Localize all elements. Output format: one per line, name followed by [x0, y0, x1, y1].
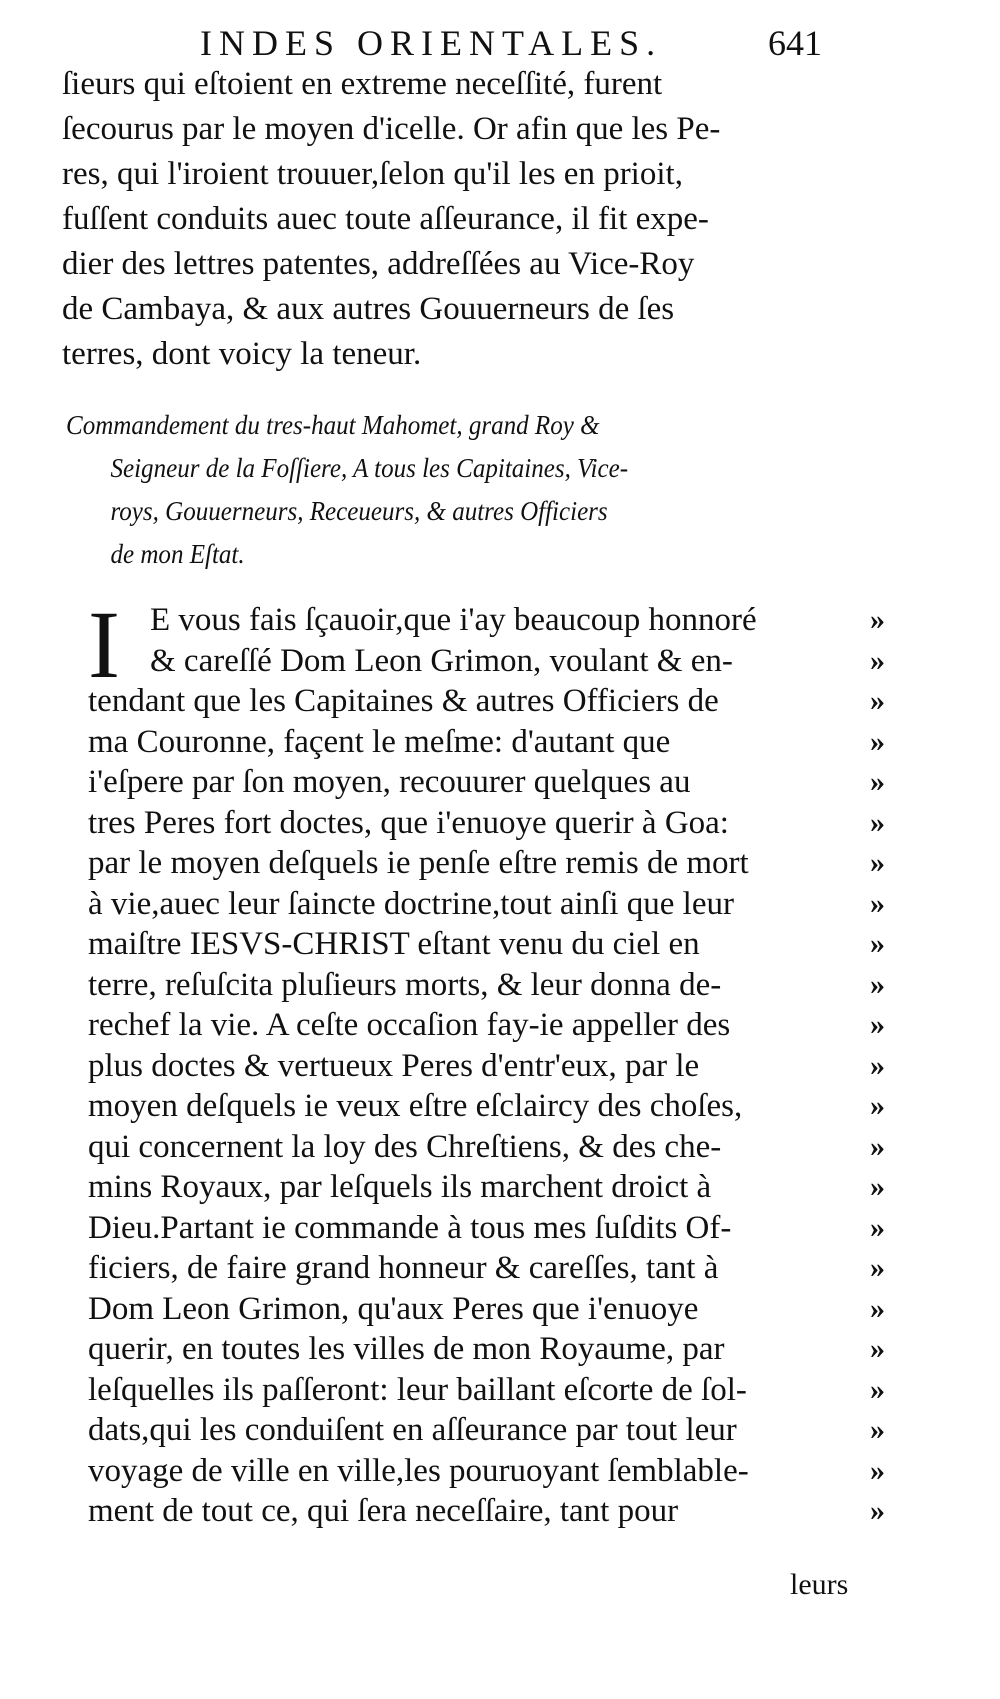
letter-line — [88, 1370, 968, 1411]
letter-line — [88, 1005, 968, 1046]
letter-line-text: E vous fais ſçauoir,que i'ay beaucoup honnoré — [150, 602, 757, 638]
letter-line-text: ment de tout ce, qui ſera neceſſaire, tant pour — [88, 1493, 679, 1529]
letter-line-text: par le moyen deſquels ie penſe eſtre remis de mort — [88, 845, 749, 881]
quotation-mark: » — [870, 724, 885, 758]
heading-line: roys, Gouuerneurs, Receueurs, & autres Officiers — [110, 496, 608, 526]
text-line: de Cambaya, & aux autres Gouuerneurs de ſes — [62, 291, 675, 327]
decree-text — [88, 591, 968, 1532]
quotation-mark: » — [870, 765, 885, 798]
letter-line — [88, 1410, 968, 1451]
letter-line — [88, 1127, 968, 1168]
letter-line-text: rechef la vie. A ceſte occaſion fay-ie appeller des — [88, 1007, 731, 1043]
letter-line — [88, 1086, 968, 1127]
letter-line — [88, 1491, 968, 1532]
quotation-mark: » — [870, 603, 885, 636]
letter-line-text: mins Royaux, par leſquels ils marchent droict à — [88, 1169, 712, 1205]
letter-line-text: ficiers, de faire grand honneur & careſſes, tant à — [88, 1250, 719, 1286]
letter-line — [88, 924, 968, 965]
letter-line — [88, 681, 968, 722]
letter-line-text: querir, en toutes les villes de mon Royaume, par — [88, 1331, 725, 1367]
letter-line-text: tres Peres fort doctes, que i'enuoye querir à Goa: — [88, 804, 729, 841]
quotation-mark: » — [870, 1129, 885, 1163]
letter-line — [88, 722, 968, 763]
catchword: leurs — [790, 1568, 849, 1601]
letter-line — [88, 965, 968, 1006]
quotation-mark: » — [870, 846, 885, 879]
quotation-mark: » — [870, 1372, 885, 1406]
letter-line-text: ma Couronne, façent le meſme: d'autant que — [88, 723, 671, 760]
letter-line — [88, 1167, 968, 1208]
running-title: INDES ORIENTALES. — [200, 23, 663, 63]
text-line: fuſſent conduits auec toute aſſeurance, il fit expe- — [62, 201, 709, 237]
quotation-mark: » — [870, 1008, 885, 1041]
letter-line — [88, 1329, 968, 1370]
quotation-mark: » — [870, 886, 885, 920]
letter-line-text: & careſſé Dom Leon Grimon, voulant & en- — [150, 642, 733, 679]
letter-line — [88, 884, 968, 925]
letter-line-text: tendant que les Capitaines & autres Officiers de — [88, 683, 719, 719]
text-line: dier des lettres patentes, addreſſées au Vice-Roy — [62, 246, 695, 282]
heading-line: Commandement du tres-haut Mahomet, grand Roy & — [66, 410, 600, 440]
heading-line: de mon Eſtat. — [110, 539, 245, 569]
letter-line-text: Dieu.Partant ie commande à tous mes ſuſdits Of- — [88, 1209, 732, 1246]
text-line: ſieurs qui eſtoient en extreme neceſſité, furent — [62, 66, 663, 102]
quotation-mark: » — [870, 927, 885, 960]
letter-line — [88, 803, 968, 844]
letter-line — [88, 600, 968, 641]
letter-line — [88, 1208, 968, 1249]
quotation-mark: » — [870, 1494, 885, 1527]
letter-line-text: i'eſpere par ſon moyen, recouurer quelques au — [88, 764, 691, 800]
letter-line — [88, 1046, 968, 1087]
letter-line-text: moyen deſquels ie veux eſtre eſclaircy des choſes, — [88, 1088, 743, 1124]
page-number: 641 — [768, 23, 822, 63]
letter-line — [88, 762, 968, 803]
quotation-mark: » — [870, 643, 885, 677]
quotation-mark: » — [870, 1291, 885, 1325]
letter-line-text: à vie,auec leur ſaincte doctrine,tout ainſi que leur — [88, 885, 734, 922]
quotation-mark: » — [870, 967, 885, 1001]
letter-line-text: leſquelles ils paſſeront: leur baillant eſcorte de ſol- — [88, 1371, 747, 1408]
letter-line-text: Dom Leon Grimon, qu'aux Peres que i'enuoye — [88, 1290, 699, 1327]
quotation-mark: » — [870, 805, 885, 839]
letter-line — [88, 843, 968, 884]
text-line: res, qui l'iroient trouuer,ſelon qu'il les en prioit, — [62, 156, 683, 192]
letter-line-text: terre, reſuſcita pluſieurs morts, & leur donna de- — [88, 966, 722, 1003]
quotation-mark: » — [870, 1210, 885, 1244]
drop-cap: I — [88, 591, 120, 698]
letter-line — [88, 1289, 968, 1330]
heading-line: Seigneur de la Foſſiere, A tous les Capitaines, Vice- — [110, 453, 629, 483]
quotation-mark: » — [870, 1332, 885, 1365]
letter-line-text: voyage de ville en ville,les pouruoyant ſemblable- — [88, 1452, 749, 1489]
letter-line — [88, 1451, 968, 1492]
letter-line-text: plus doctes & vertueux Peres d'entr'eux, par le — [88, 1047, 700, 1084]
quotation-mark: » — [870, 1048, 885, 1082]
quotation-mark: » — [870, 1170, 885, 1203]
quotation-mark: » — [870, 1251, 885, 1284]
letter-line — [88, 641, 968, 682]
quotation-mark: » — [870, 684, 885, 717]
letter-line-text: qui concernent la loy des Chreſtiens, & des che- — [88, 1128, 722, 1165]
text-line: terres, dont voicy la teneur. — [62, 336, 422, 372]
quotation-mark: » — [870, 1453, 885, 1487]
letter-line-text: dats,qui les conduiſent en aſſeurance par tout leur — [88, 1412, 737, 1448]
letter-line-text: maiſtre IESVS-CHRIST eſtant venu du ciel en — [88, 926, 700, 962]
intro-paragraph — [62, 62, 862, 377]
quotation-mark: » — [870, 1089, 885, 1122]
letter-line — [88, 1248, 968, 1289]
quotation-mark: » — [870, 1413, 885, 1446]
decree-heading — [66, 404, 886, 576]
text-line: ſecourus par le moyen d'icelle. Or afin que les Pe- — [62, 111, 721, 147]
